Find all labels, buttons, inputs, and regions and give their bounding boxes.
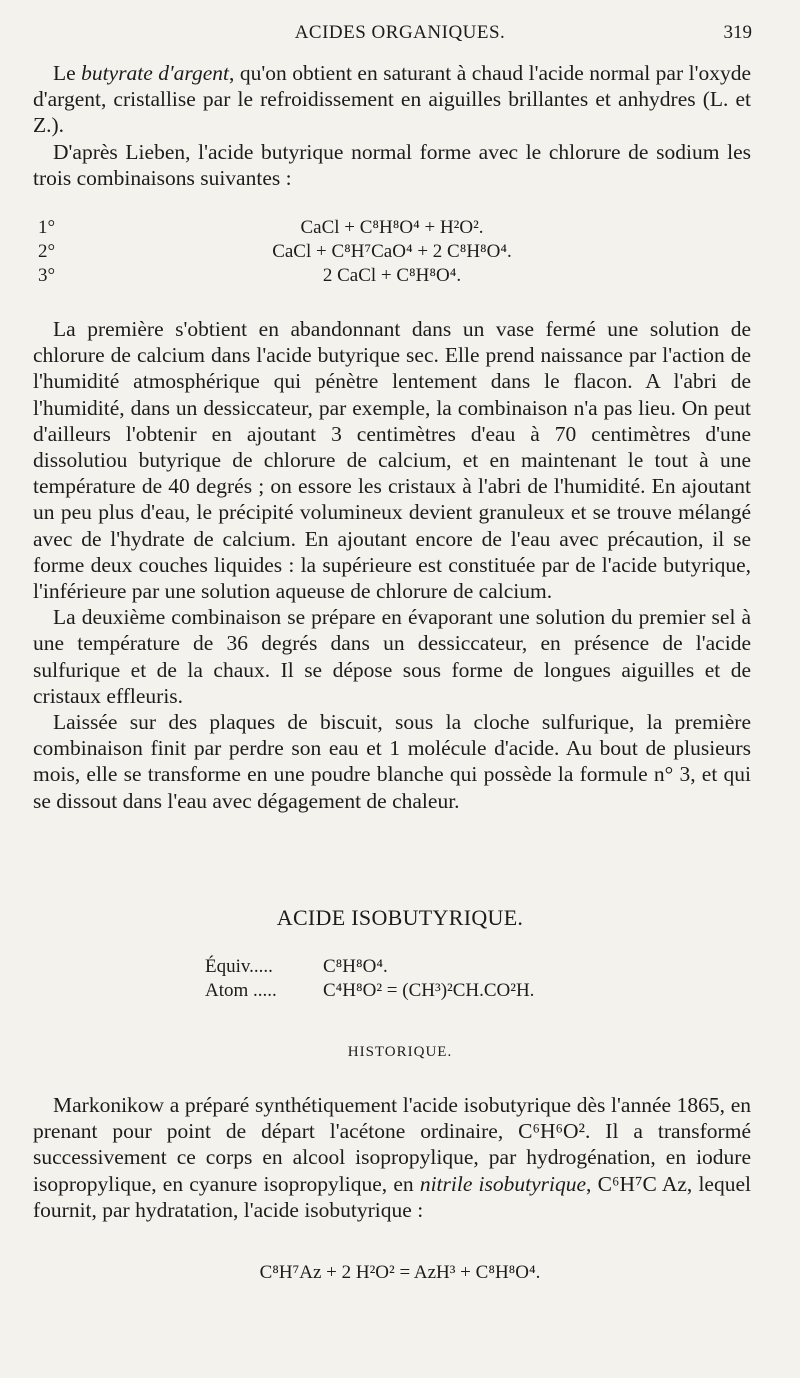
combination-formula: CaCl + C⁸H⁸O⁴ + H²O². (300, 217, 484, 238)
atom-label: Atom ..... (205, 980, 277, 1001)
page-header (0, 22, 800, 52)
combination-3 (33, 265, 751, 289)
combination-2 (33, 241, 751, 265)
combination-number: 2° (38, 241, 56, 262)
equiv-label: Équiv..... (205, 956, 273, 977)
paragraph-markonikow: Markonikow a préparé synthétiquement l'acide isobutyrique dès l'année 1865, en prenant pour point de départ l'acétone ordinaire, C⁶H⁶O². Il a transformé successivement ce corps en alcool isopropylique, par hydrogénation, en iodure isopropylique, en cyanure isopropylique, en nitrile isobutyrique, C⁶H⁷C Az, lequel fournit, par hydratation, l'acide isobutyrique : (33, 1093, 751, 1222)
paragraph-first-combination: La première s'obtient en abandonnant dans un vase fermé une solution de chlorure de calcium dans l'acide butyrique sec. Elle prend naissance par l'action de l'humidité atmosphérique qui pénètre lentement dans le flacon. A l'abri de l'humidité, dans un dessiccateur, par exemple, la combinaison n'a pas lieu. On peut d'ailleurs l'obtenir en ajoutant 3 centimètres d'eau à 70 centimètres d'une dissolutiou butyrique de chlorure de calcium, et en maintenant le tout à une température de 40 degrés ; on essore les cristaux à l'abri de l'humidité. En ajoutant un peu plus d'eau, le précipité volumineux devient granuleux et se trouve mélangé avec de l'hydrate de calcium. En ajoutant encore de l'eau avec précaution, il se forme deux couches liquides : la supérieure est constituée par de l'acide butyrique, l'inférieure par une solution aqueuse de chlorure de calcium. (33, 317, 751, 604)
paragraph-lieben: D'après Lieben, l'acide butyrique normal forme avec le chlorure de sodium les trois combinaisons suivantes : (33, 139, 751, 190)
combination-1 (33, 217, 751, 241)
term-nitrile-isobutyrique: nitrile isobutyrique (419, 1171, 587, 1196)
paragraph-biscuit-plates: Laissée sur des plaques de biscuit, sous la cloche sulfurique, la première combinaison finit par perdre son eau et 1 molécule d'acide. Au bout de plusieurs mois, elle se transforme en une poudre blanche qui possède la formule n° 3, et qui se dissout dans l'eau avec dégagement de chaleur. (33, 710, 751, 813)
final-equation: C⁸H⁷Az + 2 H²O² = AzH³ + C⁸H⁸O⁴. (259, 1262, 541, 1283)
section-title: ACIDE ISOBUTYRIQUE. (276, 905, 524, 930)
combination-number: 1° (38, 217, 56, 238)
equiv-line (205, 956, 388, 980)
text-block-body (33, 316, 751, 814)
historique-heading: HISTORIQUE. (347, 1044, 453, 1060)
paragraph-second-combination: La deuxième combinaison se prépare en évaporant une solution du premier sel à une température de 36 degrés dans un dessiccateur, en présence de l'acide sulfurique et de la chaux. Il se dépose sous forme de longues aiguilles et de cristaux effleuris. (33, 605, 751, 708)
text-block-history (33, 1092, 751, 1223)
text-block-intro (33, 60, 751, 191)
running-title: ACIDES ORGANIQUES. (294, 22, 506, 43)
term-butyrate-argent: butyrate d'argent (81, 61, 229, 85)
page-number: 319 (723, 22, 752, 43)
combination-formula: 2 CaCl + C⁸H⁸O⁴. (322, 265, 462, 286)
atom-value: C⁴H⁸O² = (CH³)²CH.CO²H. (323, 980, 535, 1001)
combination-formula: CaCl + C⁸H⁷CaO⁴ + 2 C⁸H⁸O⁴. (272, 241, 512, 262)
atom-line (205, 980, 534, 1004)
paragraph-silver-butyrate: Le butyrate d'argent, qu'on obtient en saturant à chaud l'acide normal par l'oxyde d'argent, cristallise par le refroidissement en aiguilles brillantes et anhydres (L. et Z.). (33, 61, 751, 138)
combination-number: 3° (38, 265, 56, 286)
equiv-value: C⁸H⁸O⁴. (323, 956, 388, 977)
